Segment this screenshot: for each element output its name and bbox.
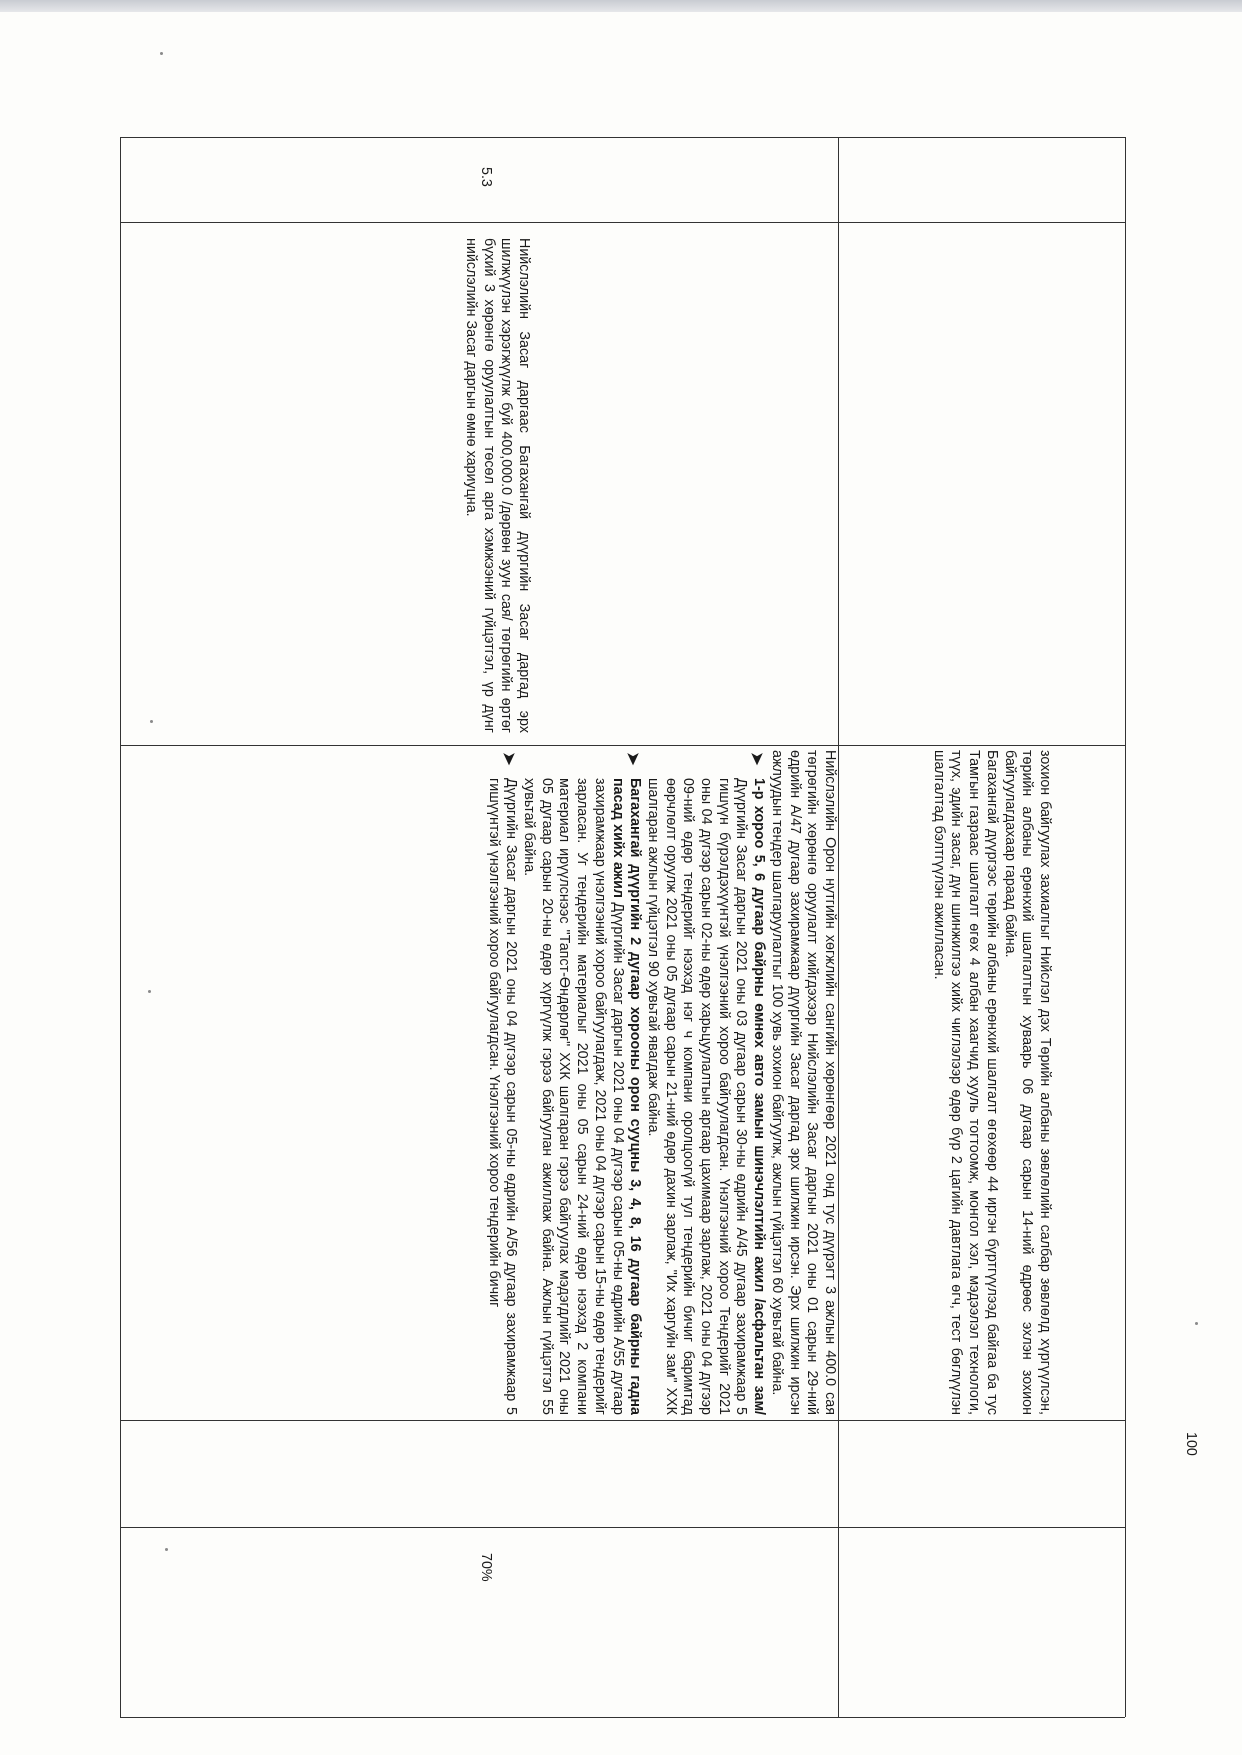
- table-border: [120, 1527, 1125, 1528]
- scan-speck: [160, 52, 163, 55]
- task-description: Нийслэлийн Засаг даргаас Багахангай дүүргийн Засаг даргад эрх шилжүүлэн хэрэгжүүлж буй 400,000.0 /дөрвөн зуун сая/ төгрөгийн өртөг бүхий 3 хөрөнгө оруулалтын төсөл арга хэмжээний гүйцэтгэл, үр дүнг нийслэлийн Засаг даргын өмнө хариуцна.: [462, 238, 532, 733]
- list-item-title: 1-р хороо 5, 6 дугаар байрны өмнөх авто замын шинэчлэлтийн ажил /асфальтан зам/: [751, 778, 768, 1415]
- table-border-bottom: [120, 1717, 1125, 1718]
- row-number-cell: [476, 167, 494, 207]
- list-item: [484, 750, 519, 1415]
- list-item-text: [643, 778, 767, 1415]
- table-border: [120, 222, 1125, 223]
- task-cell: [461, 238, 532, 733]
- row-number: 5.3: [478, 167, 494, 187]
- list-item-text: [484, 778, 519, 1415]
- list-item: [519, 750, 643, 1415]
- scan-speck: [150, 720, 153, 723]
- bullet-arrow-icon: ➤: [500, 752, 518, 766]
- percent-100-cell: [1181, 1432, 1199, 1492]
- percent-value: 100: [1183, 1432, 1199, 1456]
- list-item-body: Дүүргийн Засаг даргын 2021 оны 04 дүгээр сарын 05-ны өдрийн А/55 дугаар захирамжаар үнэлгээний хороо байгуулагдаж, 2021 оны 04 дүгээр сарын 15-ны өдөр тендерийг зарласан. Уг тендерийн материалыг 2021 оны 05 сарын 24-ний өдөр нээхэд 2 компани материал ирүүлснээс "Тапст-Өндөрлөг" ХХК шалгаран гэрээ байгуулах мэдэгдлийг 2021 оны 05 дугаар сарын 20-ны өдөр хүргүүлж гэрээ байгуулан ажиллаж байна. Ажлын гүйцэтгэл 55 хувьтай байна.: [521, 778, 626, 1416]
- previous-row-paragraph-1: зохион байгуулах захиалгыг Нийслэл дэх Төрийн албаны зөвлөлийн салбар зөвлөлд хүргүүлсэн, төрийн албаны ерөнхий шалгалтын хуваарь 06 дугаар сарын 14-ний өдрөөс эхлэн зохион байгуулагдахаар гараад байна.: [1001, 750, 1053, 1415]
- content-intro: Нийслэлийн Орон нутгийн хөгжлийн сангийн хөрөнгөөр 2021 онд тус дүүрэгт 3 ажлын 400.0 сая төгрөгийн хөрөнгө оруулалт хийгдэхээр Нийслэлийн Засаг даргын 2021 оны 01 сарын 29-ний өдрийн А/47 дугаар захирамжаар дүүргийн Засаг даргад эрх шилжин ирсэн. Эрх шилжин ирсэн ажлуудын тендер шалгаруулалтыг 100 хувь зохион байгуулж, ажлын гүйцэтгэл 60 хувьтай байна.: [768, 750, 838, 1415]
- percent-value: 70%: [478, 1553, 494, 1582]
- previous-row-text: [929, 750, 1053, 1415]
- list-item: [643, 750, 767, 1415]
- table-border-left: [120, 137, 121, 1717]
- list-item-text: [519, 778, 643, 1415]
- scan-speck: [148, 990, 151, 993]
- content-cell: [484, 750, 838, 1415]
- table-border-right: [1125, 137, 1126, 1717]
- bullet-arrow-icon: ➤: [748, 752, 766, 766]
- table-border: [120, 745, 1125, 746]
- bullet-arrow-icon: ➤: [624, 752, 642, 766]
- list-item-title: Багахангай дүүргийн 2 дугаар хорооны орон сууцны 3, 4, 8, 16 дугаар байрны гадна пасад хийх ажил: [609, 778, 644, 1415]
- scan-speck: [165, 1548, 168, 1551]
- table-border-top: [120, 137, 1125, 138]
- list-item-body: Дүүргийн Засаг даргын 2021 оны 04 дүгээр сарын 05-ны өдрийн А/56 дугаар захирамжаар 5 гишүүнтэй үнэлгээний хороо байгуулагдсан. Үнэлгээний хороо тендерийн бичиг: [485, 778, 520, 1415]
- table-border: [120, 1420, 1125, 1421]
- previous-row-paragraph-2: Багахангай дүүргээс төрийн албаны ерөнхий шалгалт өгөхөөр 44 иргэн бүртгүүлээд байгаа ба тус Тамгын газраас шалгалт өгөх 4 албан хаагчид хууль тогтоомж, монгол хэл, мэдээлэл технологи, түүх, эдийн засаг, дүн шинжилгээ хийх чиглэлээр өдөр бүр 2 цагийн давтлага өгч, тест бөглүүлэн шалгалтад бэлтгүүлэн ажилласан.: [930, 750, 1000, 1415]
- percent-70-cell: [476, 1553, 494, 1613]
- scan-speck: [1195, 1322, 1198, 1325]
- scan-top-edge: [0, 0, 1242, 12]
- table-row-divider: [838, 137, 839, 1717]
- list-item-body: Дүүргийн Засаг даргын 2021 оны 03 дугаар сарын 30-ны өдрийн А/45 дугаар захирамжаар 5 гишүүн бүрэлдэхүүнтэй үнэлгээний хороо байгуулагдсан. Үнэлгээний хороо Тендерийг 2021 оны 04 дүгээр сарын 02-ны өдөр харьцуулалтын аргаар цахимаар зарлаж, 2021 оны 04 дүгээр 09-ний өдөр тендерийг нээхэд нэг ч компани оролцоогүй тул тендерийн бичиг баримтад өөрчлөлт оруулж 2021 оны 05 дугаар сарын 21-ний өдөр дахин зарлаж, "Их харгуйн зам" ХХК шалгаран ажлын гүйцэтгэл 90 хувьтай явагдаж байна.: [644, 778, 750, 1415]
